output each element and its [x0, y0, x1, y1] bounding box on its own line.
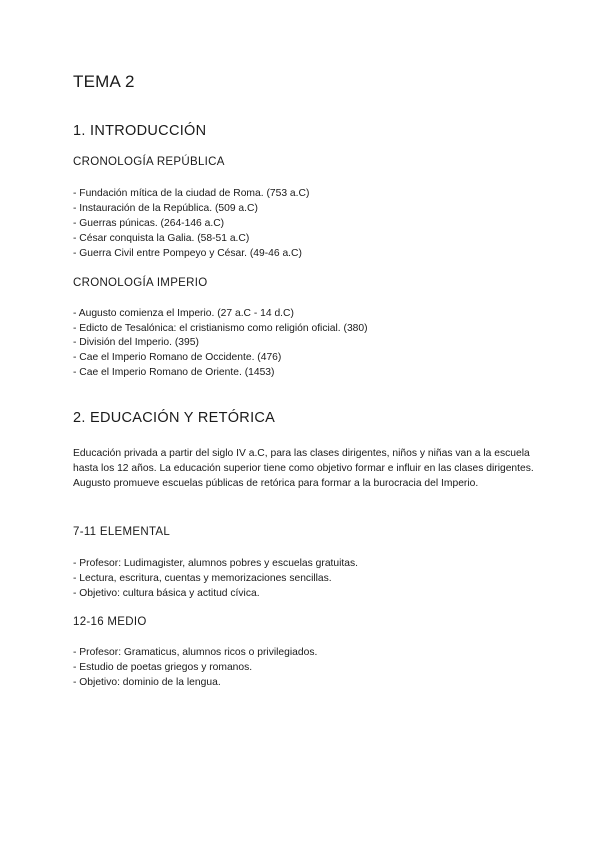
- list-item: - César conquista la Galia. (58-51 a.C): [73, 233, 250, 244]
- list-item: - División del Imperio. (395): [73, 337, 199, 348]
- list-item: - Estudio de poetas griegos y romanos.: [73, 662, 253, 673]
- document-title: TEMA 2: [73, 72, 135, 91]
- list-item: - Cae el Imperio Romano de Occidente. (476): [73, 352, 282, 363]
- list-item: - Fundación mítica de la ciudad de Roma. (753 a.C): [73, 188, 310, 199]
- list-item: - Objetivo: cultura básica y actitud cívica.: [73, 588, 260, 599]
- intro-paragraph: Educación privada a partir del siglo IV a.C, para las clases dirigentes, niños y niñas van a la escuela hasta los 12 años. La educación superior tiene como objetivo formar e influir en las clases dirigentes. Augusto promueve escuelas públicas de retórica para formar a la burocracia del Imperio.: [73, 448, 534, 489]
- section-heading-educacion-retorica: 2. EDUCACIÓN Y RETÓRICA: [73, 410, 276, 426]
- list-item: - Guerras púnicas. (264-146 a.C): [73, 218, 225, 229]
- list-item: - Profesor: Gramaticus, alumnos ricos o privilegiados.: [73, 647, 318, 658]
- subheading-cronologia-republica: CRONOLOGÍA REPÚBLICA: [73, 156, 225, 168]
- list-item: - Lectura, escritura, cuentas y memorizaciones sencillas.: [73, 573, 332, 584]
- list-item: - Cae el Imperio Romano de Oriente. (1453): [73, 367, 275, 378]
- list-item: - Instauración de la República. (509 a.C): [73, 203, 258, 214]
- subheading-medio: 12-16 MEDIO: [73, 616, 147, 628]
- subheading-cronologia-imperio: CRONOLOGÍA IMPERIO: [73, 277, 208, 289]
- section-heading-introduccion: 1. INTRODUCCIÓN: [73, 123, 207, 139]
- list-item: - Guerra Civil entre Pompeyo y César. (49-46 a.C): [73, 248, 302, 259]
- list-item: - Augusto comienza el Imperio. (27 a.C - 14 d.C): [73, 308, 294, 319]
- list-item: - Objetivo: dominio de la lengua.: [73, 677, 221, 688]
- list-item: - Edicto de Tesalónica: el cristianismo como religión oficial. (380): [73, 323, 368, 334]
- list-item: - Profesor: Ludimagister, alumnos pobres y escuelas gratuitas.: [73, 558, 359, 569]
- subheading-elemental: 7-11 ELEMENTAL: [73, 526, 171, 538]
